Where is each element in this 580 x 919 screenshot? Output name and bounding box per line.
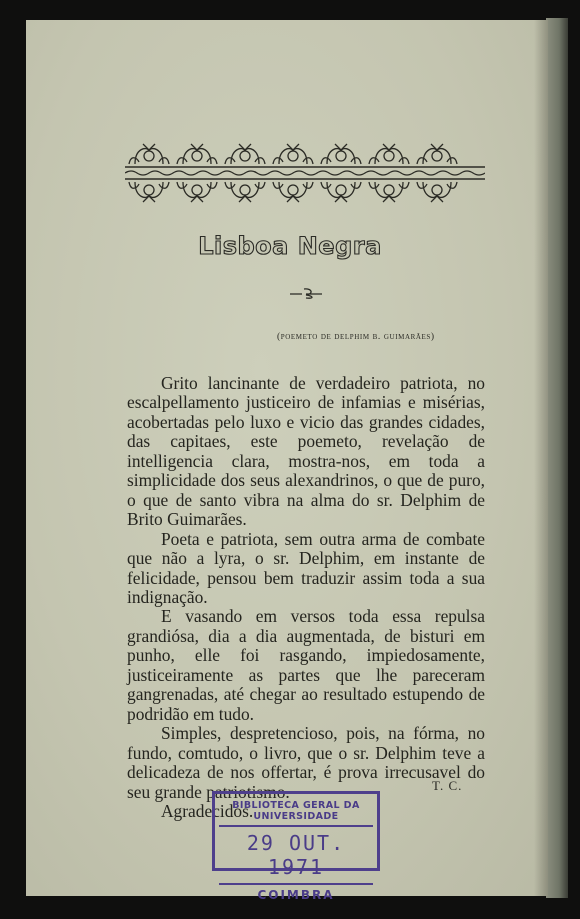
decorative-ornament-header xyxy=(125,138,485,208)
paragraph: E vasando em versos toda essa repulsa grandiósa, dia a dia augmentada, de bisturi em punho, elle foi rasgando, impiedosamente, justiceiramente as partes que lhe pareceram gangrenadas, até chegar ao resultado estupendo de podridão em tudo. xyxy=(127,606,485,724)
decorative-dash xyxy=(288,286,324,300)
body-text xyxy=(127,374,485,821)
paragraph: Poeta e patriota, sem outra arma de combate que não a lyra, o sr. Delphim, em instante de felicidade, pensou bem traduzir assim toda a sua indignação. xyxy=(127,528,485,607)
stamp-city: COIMBRA xyxy=(219,883,373,902)
book-edge xyxy=(546,18,568,898)
stamp-institution: BIBLIOTECA GERAL DA UNIVERSIDADE xyxy=(219,800,373,827)
library-stamp xyxy=(212,791,380,902)
paragraph: Agradecidos. xyxy=(161,800,254,821)
subtitle: (poemeto de delphim b. guimarães) xyxy=(277,332,435,342)
paragraph: Grito lancinante de verdadeiro patriota, no escalpellamento justiceiro de infamias e misérias, acobertadas pelo luxo e vicio das grandes cidades, das capitaes, este poemeto, revelação de intelligencia clara, mostra-nos, em toda a simplicidade dos seus alexandrinos, o que de puro, o que de santo vibra na alma do sr. Delphim de Brito Guimarães. xyxy=(127,373,485,530)
signature: T. C. xyxy=(432,778,463,793)
page-title: Lisboa Negra xyxy=(198,232,382,260)
stamp-date: 29 OUT. 1971 xyxy=(246,831,346,879)
paragraph: Simples, despretencioso, pois, na fórma, no fundo, comtudo, o livro, que o sr. Delphim teve a delicadeza de nos offertar, é prova irrecusavel do seu grande patriotismo. xyxy=(127,723,485,802)
